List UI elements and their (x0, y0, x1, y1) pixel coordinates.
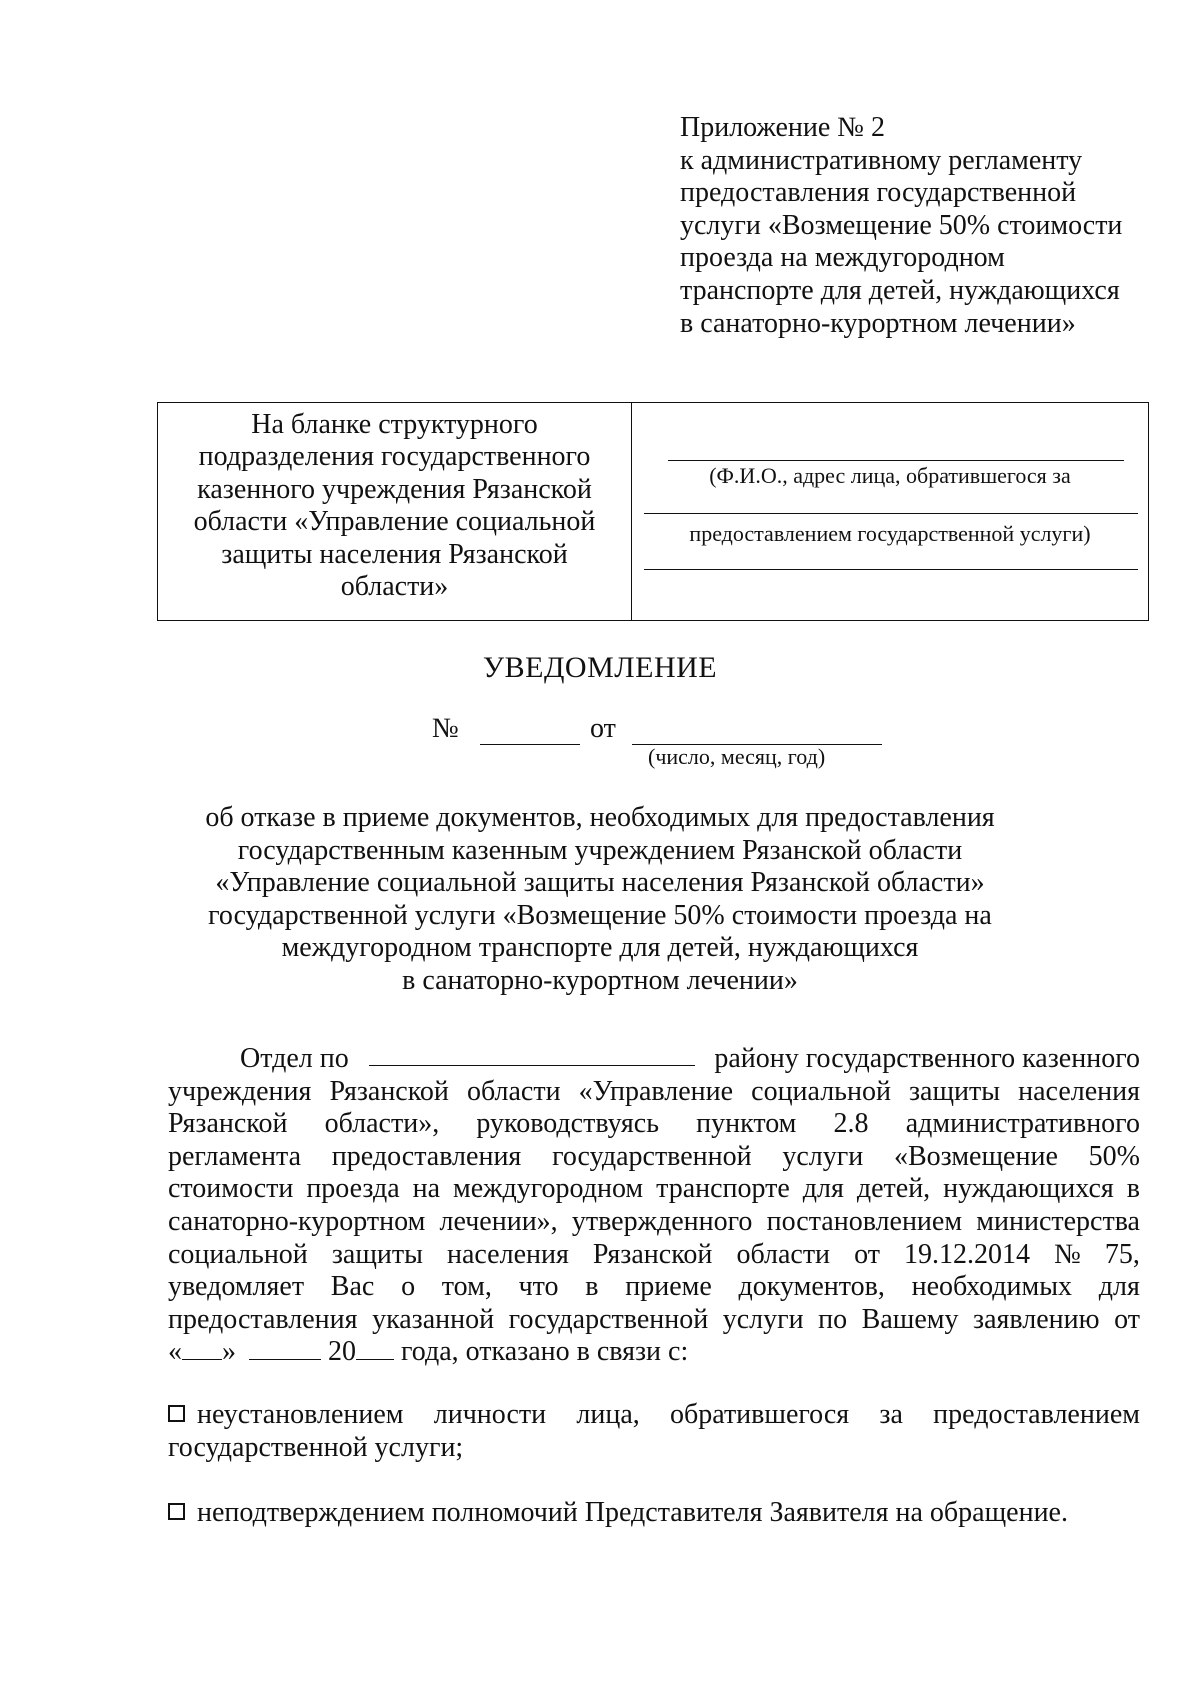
body-word: услуги (722, 1303, 804, 1335)
header-table (157, 402, 1149, 621)
body-word: указанной (372, 1303, 495, 1335)
body-word: междугородном (453, 1173, 644, 1205)
body-word: детей, (856, 1173, 931, 1205)
reason-word: личности (433, 1399, 547, 1430)
body-word: области», (324, 1108, 440, 1140)
subject-line: государственной услуги «Возмещение 50% стоимости проезда на (208, 899, 992, 931)
body-text: года, отказано в связи с: (401, 1336, 689, 1368)
body-word: Вас (330, 1271, 375, 1303)
reason-word: лица, (576, 1399, 640, 1430)
body-word: защиты (908, 1075, 1001, 1107)
body-line (168, 1271, 1140, 1304)
body-line (168, 1336, 1140, 1369)
body-line (168, 1206, 1140, 1239)
body-word: проезда (306, 1173, 400, 1205)
body-word: пунктом (696, 1108, 797, 1140)
body-word: на (412, 1173, 441, 1205)
letterhead-line: казенного учреждения Рязанской (197, 473, 592, 505)
body-word: в (585, 1271, 599, 1303)
body-word: лечении», (439, 1205, 558, 1237)
body-word: услуги (782, 1140, 864, 1172)
application-month-field[interactable] (249, 1337, 321, 1360)
letterhead-cell (158, 403, 632, 620)
notice-subject (0, 802, 1200, 998)
appendix-line: к административному регламенту (680, 144, 1083, 176)
body-line (168, 1108, 1140, 1141)
body-word: предоставления (331, 1140, 522, 1172)
checkbox-icon[interactable] (168, 1405, 185, 1422)
body-line (168, 1076, 1140, 1109)
letterhead-line: области» (340, 571, 449, 603)
body-word: приеме (625, 1271, 712, 1303)
letterhead-line: подразделения государственного (198, 441, 591, 473)
district-field[interactable] (369, 1043, 695, 1066)
subject-line: междугородном транспорте для детей, нуждающихся (281, 932, 919, 964)
letterhead-line: области «Управление социальной (193, 506, 596, 538)
body-word: для (1098, 1271, 1140, 1303)
body-word: Вашему (861, 1303, 959, 1335)
body-word: для (802, 1173, 844, 1205)
reason-word: за (879, 1399, 903, 1430)
body-word: области (466, 1075, 561, 1107)
body-line (168, 1043, 1140, 1076)
body-text: » (222, 1336, 236, 1368)
checkbox-icon[interactable] (168, 1503, 185, 1520)
date-caption: (число, месяц, год) (648, 744, 826, 769)
addressee-cell (632, 403, 1148, 620)
body-line (168, 1304, 1140, 1337)
body-word: области (736, 1238, 831, 1270)
application-year-field[interactable] (356, 1337, 394, 1360)
refusal-reason-2 (168, 1497, 1140, 1530)
body-word: 2.8 (833, 1108, 869, 1140)
body-word: населения (447, 1238, 569, 1270)
body-text: району государственного казенного (714, 1043, 1140, 1074)
body-word: руководствуясь (476, 1108, 659, 1140)
body-line (168, 1141, 1140, 1174)
reason-line: государственной услуги; (168, 1431, 464, 1463)
body-word: государственной (508, 1303, 709, 1335)
reason-word-text: неустановлением (197, 1399, 404, 1430)
appendix-line: предоставления государственной (680, 177, 1077, 209)
body-word: стоимости (168, 1173, 294, 1205)
reason-word (168, 1399, 404, 1432)
body-word: защиты (331, 1238, 423, 1270)
body-word: нуждающихся (943, 1173, 1114, 1205)
body-word: Рязанской (592, 1238, 713, 1270)
reason-text: неподтверждением полномочий Представителя Заявителя на обращение. (197, 1497, 1068, 1528)
body-word: 19.12.2014 (904, 1238, 1031, 1270)
appendix-line: проезда на междугородном (680, 242, 1005, 274)
addressee-fill-line[interactable] (644, 569, 1138, 570)
reason-word: обратившегося (670, 1399, 850, 1430)
appendix-line: транспорте для детей, нуждающихся (680, 274, 1120, 306)
appendix-line: Приложение № 2 (680, 112, 885, 143)
addressee-fill-line[interactable] (668, 460, 1124, 461)
addressee-caption-2: предоставлением государственной услуги) (689, 521, 1091, 546)
body-word: от (854, 1238, 880, 1270)
body-word: том, (441, 1271, 492, 1303)
body-text: Отдел по (240, 1043, 349, 1074)
reason-line (168, 1497, 1140, 1530)
body-line (168, 1239, 1140, 1272)
reason-word: предоставлением (933, 1399, 1140, 1430)
body-word: учреждения (168, 1075, 312, 1107)
body-word: утвержденного (571, 1205, 753, 1237)
body-word: в (1126, 1173, 1140, 1205)
body-word: транспорте (656, 1173, 790, 1205)
body-text: 20 (328, 1336, 356, 1368)
body-word: 50% (1088, 1140, 1140, 1172)
body-word: от (1114, 1303, 1140, 1335)
date-from-label: от (590, 713, 616, 744)
body-word: социальной (168, 1238, 308, 1270)
body-word: 75, (1104, 1238, 1140, 1270)
refusal-reason-1 (168, 1399, 1140, 1464)
body-line (168, 1173, 1140, 1206)
reason-line (168, 1399, 1140, 1432)
body-word: № (1054, 1238, 1081, 1270)
body-word: что (518, 1271, 559, 1303)
body-word: Рязанской (168, 1108, 288, 1140)
addressee-fill-line[interactable] (644, 513, 1138, 514)
letterhead-line: На бланке структурного (251, 409, 538, 440)
body-word: необходимых (911, 1271, 1073, 1303)
body-word: заявлению (973, 1303, 1100, 1335)
notice-body (168, 1043, 1140, 1369)
body-word: санаторно-курортном (168, 1205, 426, 1237)
body-word: документов, (738, 1271, 885, 1303)
body-word: государственной (552, 1140, 752, 1172)
number-label: № (432, 713, 459, 744)
body-word: о (401, 1271, 416, 1303)
body-word: регламента (168, 1140, 302, 1172)
document-title: УВЕДОМЛЕНИЕ (482, 651, 718, 684)
appendix-header (680, 112, 1180, 340)
application-day-field[interactable] (182, 1337, 222, 1360)
subject-line: «Управление социальной защиты населения Рязанской области» (215, 867, 985, 899)
body-text: « (168, 1336, 182, 1368)
subject-line: об отказе в приеме документов, необходимых для предоставления (205, 802, 995, 833)
body-word: социальной (751, 1075, 891, 1107)
body-word: по (818, 1303, 848, 1335)
body-word: предоставления (168, 1303, 358, 1335)
body-word: «Управление (578, 1075, 734, 1107)
number-field[interactable] (480, 744, 580, 745)
body-word: «Возмещение (894, 1140, 1058, 1172)
body-word: населения (1018, 1075, 1140, 1107)
letterhead-line: защиты населения Рязанской (221, 538, 568, 570)
body-word: Рязанской (329, 1075, 449, 1107)
subject-line: государственным казенным учреждением Рязанской области (237, 834, 963, 866)
body-word: уведомляет (168, 1271, 305, 1303)
subject-line: в санаторно-курортном лечении» (402, 964, 798, 996)
body-word: административного (905, 1108, 1140, 1140)
appendix-line: услуги «Возмещение 50% стоимости (680, 209, 1123, 241)
body-word: министерства (976, 1205, 1140, 1237)
body-word: постановлением (766, 1205, 963, 1237)
addressee-caption-1: (Ф.И.О., адрес лица, обратившегося за (709, 463, 1071, 488)
appendix-line: в санаторно-курортном лечении» (680, 307, 1076, 339)
